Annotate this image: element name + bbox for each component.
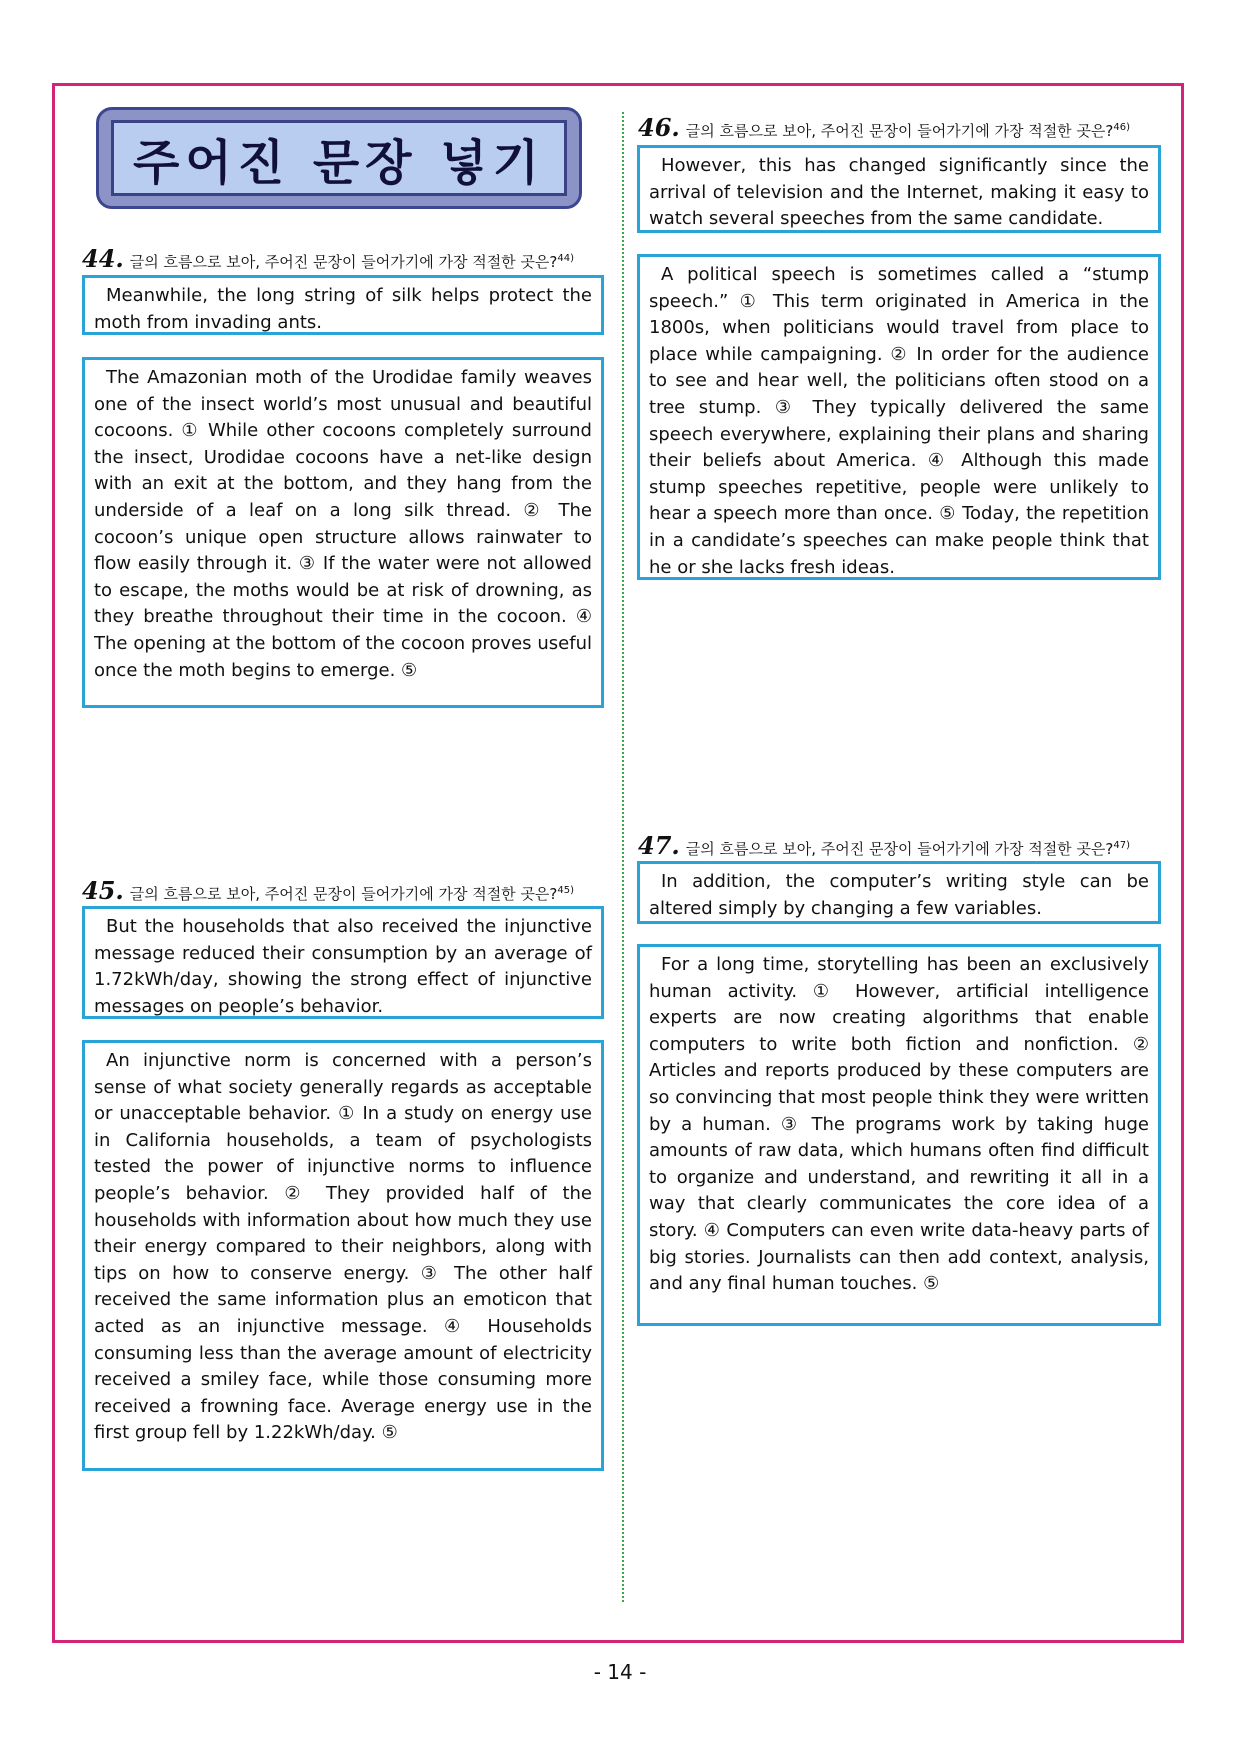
question-44-header [82, 244, 574, 273]
question-44-passage: The Amazonian moth of the Urodidae family weaves one of the insect world’s most unusual and beautiful cocoons. ① While other cocoons completely surround the insect, Urodidae cocoons have a net-like design with an exit at the bottom, and they hang from the underside of a leaf on a long silk thread. ② The cocoon’s unique open structure allows rainwater to flow easily through it. ③ If the water were not allowed to escape, the moths would be at risk of drowning, as they breathe throughout their time in the cocoon. ④ The opening at the bottom of the cocoon proves useful once the moth begins to emerge. ⑤ [82, 357, 604, 708]
question-47-header [638, 831, 1130, 860]
question-46-header [638, 113, 1130, 142]
question-46-passage: A political speech is sometimes called a “stump speech.” ① This term originated in America in the 1800s, when politicians would travel from place to place while campaigning. ② In order for the audience to see and hear well, the politicians often stood on a tree stump. ③ They typically delivered the same speech everywhere, explaining their plans and sharing their beliefs about America. ④ Although this made stump speeches repetitive, people were unlikely to hear a speech more than once. ⑤ Today, the repetition in a candidate’s speeches can make people think that he or she lacks fresh ideas. [637, 254, 1161, 580]
column-divider [622, 112, 624, 1602]
question-number: 46. [638, 113, 680, 142]
footnote-mark: 44) [557, 253, 575, 264]
question-45-header [82, 876, 574, 905]
footnote-mark: 47) [1113, 840, 1131, 851]
question-prompt: 글의 흐름으로 보아, 주어진 문장이 들어가기에 가장 적절한 곳은? [129, 253, 558, 271]
question-number: 44. [82, 244, 124, 273]
question-44-given-sentence: Meanwhile, the long string of silk helps protect the moth from invading ants. [82, 275, 604, 335]
question-prompt: 글의 흐름으로 보아, 주어진 문장이 들어가기에 가장 적절한 곳은? [685, 840, 1114, 858]
question-number: 45. [82, 876, 124, 905]
page-number: - 14 - [593, 1660, 647, 1684]
question-prompt: 글의 흐름으로 보아, 주어진 문장이 들어가기에 가장 적절한 곳은? [129, 885, 558, 903]
question-prompt: 글의 흐름으로 보아, 주어진 문장이 들어가기에 가장 적절한 곳은? [685, 122, 1114, 140]
footnote-mark: 45) [557, 885, 575, 896]
question-47-given-sentence: In addition, the computer’s writing style can be altered simply by changing a few variables. [637, 861, 1161, 924]
footnote-mark: 46) [1113, 122, 1131, 133]
section-title: 주어진 문장 넣기 [111, 120, 567, 196]
question-45-passage: An injunctive norm is concerned with a person’s sense of what society generally regards as acceptable or unacceptable behavior. ① In a study on energy use in California households, a team of psychologists tested the power of injunctive norms to influence people’s behavior. ② They provided half of the households with information about how much they use their energy compared to their neighbors, along with tips on how to conserve energy. ③ The other half received the same information plus an emoticon that acted as an injunctive message. ④ Households consuming less than the average amount of electricity received a smiley face, while those consuming more received a frowning face. Average energy use in the first group fell by 1.22kWh/day. ⑤ [82, 1040, 604, 1471]
section-title-banner [96, 107, 582, 209]
question-47-passage: For a long time, storytelling has been an exclusively human activity. ① However, artificial intelligence experts are now creating algorithms that enable computers to write both fiction and nonfiction. ② Articles and reports produced by these computers are so convincing that most people think they were written by a human. ③ The programs work by taking huge amounts of raw data, which humans often find difficult to organize and understand, and rewriting it all in a way that clearly communicates the core idea of a story. ④ Computers can even write data-heavy parts of big stories. Journalists can then add context, analysis, and any final human touches. ⑤ [637, 944, 1161, 1326]
question-45-given-sentence: But the households that also received the injunctive message reduced their consumption by an average of 1.72kWh/day, showing the strong effect of injunctive messages on people’s behavior. [82, 906, 604, 1019]
question-46-given-sentence: However, this has changed significantly since the arrival of television and the Internet, making it easy to watch several speeches from the same candidate. [637, 145, 1161, 233]
question-number: 47. [638, 831, 680, 860]
